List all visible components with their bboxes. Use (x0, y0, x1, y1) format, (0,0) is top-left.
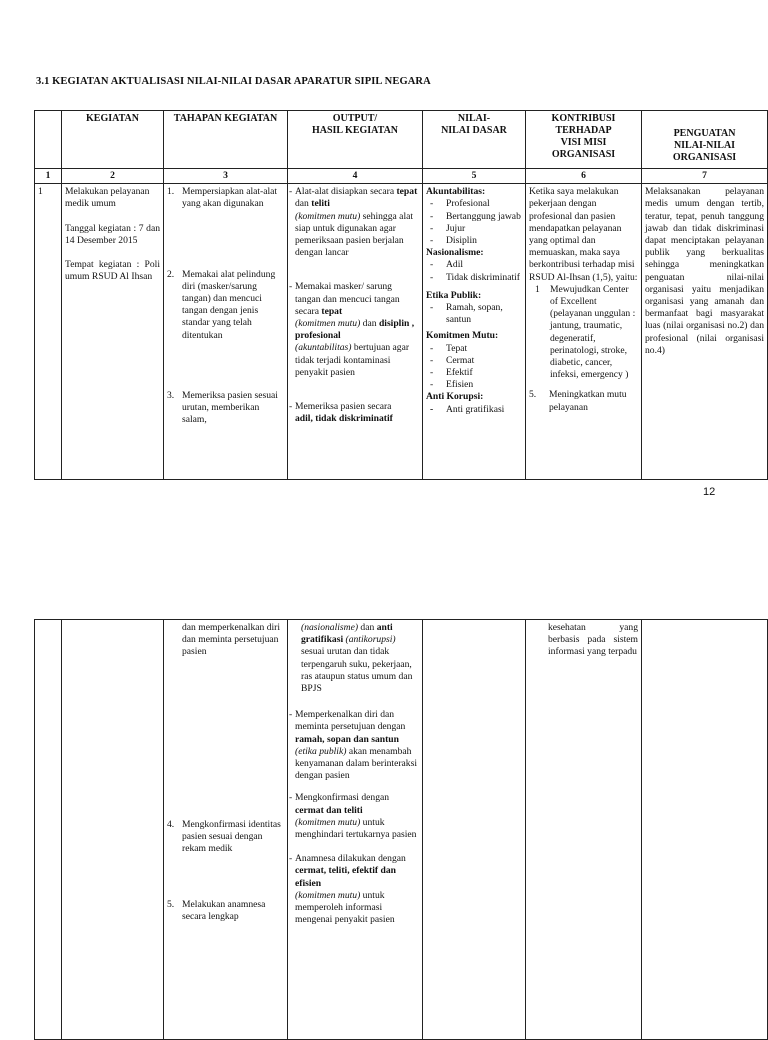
misi-text: Meningkatkan mutu pelayanan (549, 389, 627, 413)
dash-mark: - (430, 198, 434, 210)
output-cell (288, 620, 423, 1040)
col-header-kontribusi-line2: TERHADAP (555, 125, 612, 136)
nilai-group-anti-korupsi: Anti Korupsi: (426, 391, 484, 403)
output-text: untuk memperoleh informasi mengenai penyakit pasien (295, 889, 395, 926)
penguatan-cell: Melaksanakan pelayanan medis umum dengan tertib, teratur, tepat, penuh tanggung jawab dan tidak diskriminasi dapat menciptakan pelayanan publik yang berkualitas sehingga meningkatkan penguatan nilai-nilai organisasi yaitu menjadikan organisasi yang amanah dan bermanfaat bagi masyarakat luas (nilai organisasi no.2) dan profesional (nilai organisasi no.4) (642, 184, 768, 480)
nilai-item (426, 272, 522, 284)
nilai-item-text: Tidak diskriminatif (446, 271, 521, 283)
output-item: - Alat-alat disiapkan secara tepat dan teliti (komitmen mutu) sehingga alat siap untuk digunakan agar pemeriksaan pasien berjalan dengan lancar (289, 186, 418, 259)
kontribusi-cell (526, 184, 642, 480)
nilai-item-text: Efektif (446, 367, 473, 379)
section-heading: 3.1 KEGIATAN AKTUALISASI NILAI-NILAI DASAR APARATUR SIPIL NEGARA (36, 76, 431, 87)
output-bold: teliti (311, 198, 330, 210)
output-text: Memeriksa pasien secara (295, 401, 392, 413)
output-italic: (komitmen mutu) (295, 210, 361, 222)
step-number: 4. (167, 818, 175, 830)
tahapan-step (167, 269, 284, 342)
col-number: 3 (164, 169, 288, 184)
step-number: 2. (167, 268, 175, 280)
col-header-tahapan: TAHAPAN KEGIATAN (164, 111, 288, 169)
kontribusi-misi (529, 389, 638, 413)
output-text: akan menambah kenyamanan dalam berinteraksi dengan pasien (295, 745, 418, 782)
table-row (35, 620, 768, 1040)
tahapan-step (167, 390, 284, 427)
step-number: 1. (167, 186, 175, 198)
col-header-penguatan-line1: PENGUATAN (673, 128, 736, 139)
number-row (35, 169, 768, 184)
col-header-output (288, 111, 423, 169)
tahapan-step (167, 819, 284, 856)
output-text: sesuai urutan dan tidak terpengaruh suku, pekerjaan, ras ataupun status umum dan BPJS (301, 646, 413, 695)
tahapan-step (167, 186, 284, 210)
nilai-item (426, 343, 522, 355)
col-number: 7 (642, 169, 768, 184)
col-header-nilai-line1: NILAI- (457, 113, 491, 124)
output-text: Alat-alat disiapkan secara (295, 186, 397, 198)
output-italic: (akuntabilitas) (295, 342, 352, 354)
dash-mark: - (430, 259, 434, 271)
output-continued (289, 622, 419, 695)
misi-number: 5. (529, 389, 537, 401)
nilai-item (426, 235, 522, 247)
row-no: 1 (35, 184, 62, 480)
kontribusi-cell: kesehatan yang berbasis pada sistem informasi yang terpadu (526, 620, 642, 1040)
nilai-item-text: Profesional (446, 198, 490, 210)
col-header-nilai-line2: NILAI DASAR (441, 125, 507, 136)
dash-mark: - (430, 222, 434, 234)
col-number: 4 (288, 169, 423, 184)
output-text: bertujuan agar tidak terjadi kontaminasi penyakit pasien (295, 342, 410, 378)
kontribusi-intro: Ketika saya melakukan pekerjaan dengan profesional dan pasien mendapatkan pelayanan yang optimal dan memuaskan, maka saya berkontribusi terhadap misi RSUD Al-Ihsan (1,5), yaitu: (529, 186, 638, 283)
output-bold: cermat, teliti, efektif dan efisien (295, 865, 396, 889)
nilai-item (426, 404, 522, 416)
step-number: 5. (167, 899, 175, 911)
kegiatan-place: Tempat kegiatan : Poli umum RSUD Al Ihsan (65, 259, 160, 283)
step-text: Melakukan anamnesa secara lengkap (182, 899, 266, 923)
kegiatan-name: Melakukan pelayanan medik umum (65, 186, 150, 210)
misi-number: 1 (535, 283, 540, 295)
dash-mark: - (430, 235, 434, 247)
nilai-item-text: Jujur (446, 222, 466, 234)
nilai-item (426, 355, 522, 367)
nilai-group-komitmen-mutu: Komitmen Mutu: (426, 330, 499, 342)
nilai-item-text: Anti gratifikasi (446, 403, 505, 415)
tahapan-step (167, 899, 284, 923)
tahapan-continued: dan memperkenalkan diri dan meminta persetujuan pasien (182, 622, 281, 658)
nilai-item (426, 198, 522, 210)
output-bold: tepat (396, 186, 418, 198)
output-item: - Memeriksa pasien secara adil, tidak diskriminatif (289, 401, 393, 425)
col-header-kontribusi-line3: VISI MISI (560, 137, 607, 148)
dash-mark: - (430, 302, 434, 314)
output-item: - Memperkenalkan diri dan meminta persetujuan dengan ramah, sopan dan santun (etika publik) akan menambah kenyamanan dalam berinteraksi dengan pasien (289, 709, 418, 782)
output-cell (288, 184, 423, 480)
dash-mark: - (430, 210, 434, 222)
col-header-output-line1: OUTPUT/ (332, 113, 378, 124)
output-text: Anamnesa dilakukan dengan (295, 853, 406, 865)
output-italic: (komitmen mutu) (295, 318, 361, 330)
nilai-item (426, 211, 522, 223)
output-item: - Memakai masker/ sarung tangan dan mencuci tangan secara tepat (komitmen mutu) dan disiplin , profesional (akuntabilitas) bertujuan agar tidak terjadi kontaminasi penyakit pasien (289, 281, 415, 378)
kegiatan-cell (62, 184, 164, 480)
output-italic: (antikorupsi) (345, 634, 396, 646)
col-header-output-line2: HASIL KEGIATAN (311, 125, 399, 136)
penguatan-cell (642, 620, 768, 1040)
nilai-cell (423, 620, 526, 1040)
nilai-item (426, 367, 522, 379)
output-italic: (komitmen mutu) (295, 889, 361, 901)
output-text: dan (358, 622, 377, 633)
nilai-item (426, 379, 522, 391)
nilai-item-text: Tepat (446, 342, 468, 354)
nilai-item (426, 223, 522, 235)
nilai-item-text: Efisien (446, 379, 474, 391)
step-text: Memakai alat pelindung diri (masker/sarung tangan) dan mencuci tangan dengan jenis standar yang telah ditentukan (182, 268, 276, 341)
nilai-item-text: Ramah, sopan, santun (446, 302, 503, 326)
col-number: 5 (423, 169, 526, 184)
nilai-group-nasionalisme: Nasionalisme: (426, 247, 484, 259)
nilai-item (426, 302, 522, 326)
dash-mark: - (430, 379, 434, 391)
col-header-kontribusi-line1: KONTRIBUSI (551, 113, 616, 124)
output-item: - Anamnesa dilakukan dengan cermat, teliti, efektif dan efisien (komitmen mutu) untuk memperoleh informasi mengenai penyakit pasien (289, 853, 406, 926)
output-text: Memperkenalkan diri dan meminta persetujuan dengan (295, 709, 406, 733)
dash-mark: - (430, 403, 434, 415)
col-number: 1 (35, 169, 62, 184)
table-row (35, 184, 768, 480)
output-text: dan (360, 318, 379, 330)
nilai-group-akuntabilitas: Akuntabilitas: (426, 186, 486, 198)
step-text: Mempersiapkan alat-alat yang akan digunakan (182, 186, 278, 210)
dash-mark: - (430, 367, 434, 379)
output-bold: ramah, sopan dan santun (295, 733, 399, 745)
output-bold: disiplin , profesional (295, 318, 415, 342)
col-header-no (35, 111, 62, 169)
row-no (35, 620, 62, 1040)
output-italic: (nasionalisme) (301, 622, 359, 633)
output-text: untuk menghindari tertukarnya pasien (295, 816, 417, 841)
dash-mark: - (430, 354, 434, 366)
nilai-item (426, 259, 522, 271)
nilai-item-text: Bertanggung jawab (446, 210, 521, 222)
misi-text: Mewujudkan Center of Excellent (pelayanan unggulan : jantung, traumatic, degeneratif, perinatologi, stroke, diabetic, cancer, infeksi, emergency ) (550, 283, 636, 381)
output-italic: (komitmen mutu) (295, 816, 361, 828)
header-row (35, 111, 768, 169)
tahapan-cell (164, 184, 288, 480)
output-bold: tepat (321, 305, 343, 317)
output-bold: anti gratifikasi (301, 622, 393, 646)
col-header-penguatan-line3: ORGANISASI (672, 152, 737, 163)
step-text: Mengkonfirmasi identitas pasien sesuai dengan rekam medik (182, 818, 281, 855)
output-text: Mengkonfirmasi dengan (295, 792, 390, 804)
nilai-item-text: Cermat (446, 354, 475, 366)
output-text: dan (295, 198, 312, 210)
output-bold: adil, tidak diskriminatif (295, 413, 393, 425)
nilai-item-text: Disiplin (446, 235, 477, 247)
nilai-cell (423, 184, 526, 480)
nilai-item-text: Adil (446, 259, 464, 271)
kontribusi-misi (535, 284, 638, 382)
step-number: 3. (167, 389, 175, 401)
output-text: sehingga alat siap untuk digunakan agar pemeriksaan pasien berjalan dengan lancar (295, 210, 414, 259)
col-header-kegiatan: KEGIATAN (62, 111, 164, 169)
nilai-group-etika-publik: Etika Publik: (426, 289, 482, 301)
tahapan-cell (164, 620, 288, 1040)
dash-mark: - (430, 271, 434, 283)
col-header-nilai (423, 111, 526, 169)
col-header-kontribusi-line4: ORGANISASI (551, 149, 616, 160)
col-header-penguatan (642, 111, 768, 169)
dash-mark: - (430, 342, 434, 354)
step-text: Memeriksa pasien sesuai urutan, memberikan salam, (182, 389, 278, 426)
kegiatan-date: Tanggal kegiatan : 7 dan 14 Desember 2015 (65, 222, 160, 246)
kegiatan-cell (62, 620, 164, 1040)
col-number: 2 (62, 169, 164, 184)
output-italic: (etika publik) (295, 745, 347, 757)
output-text: Memakai masker/ sarung tangan dan mencuci tangan secara (295, 281, 400, 317)
output-bold: cermat dan teliti (295, 804, 363, 816)
col-number: 6 (526, 169, 642, 184)
col-header-kontribusi (526, 111, 642, 169)
output-item: - Mengkonfirmasi dengan cermat dan teliti (komitmen mutu) untuk menghindari tertukarnya pasien (289, 792, 417, 841)
aktualisasi-table-continued (34, 619, 768, 1040)
aktualisasi-table (34, 110, 768, 480)
page-number: 12 (703, 486, 716, 498)
col-header-penguatan-line2: NILAI-NILAI (673, 140, 736, 151)
